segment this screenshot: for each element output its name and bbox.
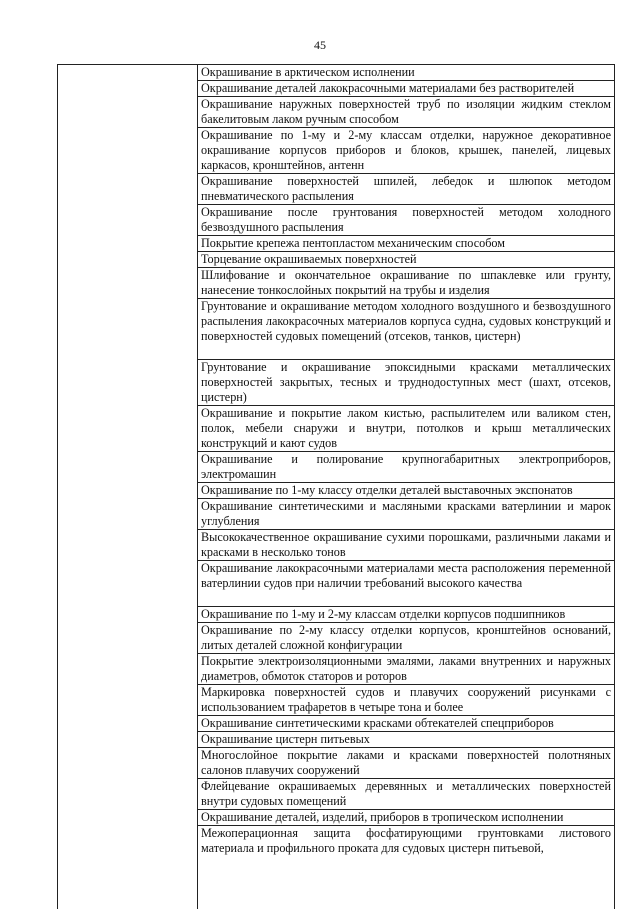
table-row: Флейцевание окрашиваемых деревянных и металлических поверхностей внутри судовых помещений [198, 778, 614, 809]
table-row: Окрашивание цистерн питьевых [198, 731, 614, 747]
table-row: Окрашивание по 1-му и 2-му классам отделки, наружное декоративное окрашивание корпусов приборов и блоков, крышек, панелей, лицевых каркасов, кронштейнов, антенн [198, 127, 614, 173]
table-row: Окрашивание по 1-му и 2-му классам отделки корпусов подшипников [198, 606, 614, 622]
table-row: Грунтование и окрашивание методом холодного воздушного и безвоздушного распыления лакокрасочных материалов корпуса судна, судовых конструкций и поверхностей судовых помещений (отсеков, танков, цистерн) [198, 298, 614, 359]
table-row: Грунтование и окрашивание эпоксидными красками металлических поверхностей закрытых, тесных и труднодоступных мест (шахт, отсеков, цистерн) [198, 359, 614, 405]
table-row: Окрашивание деталей лакокрасочными материалами без растворителей [198, 80, 614, 96]
table-row: Окрашивание синтетическими и масляными красками ватерлинии и марок углубления [198, 498, 614, 529]
table-row: Маркировка поверхностей судов и плавучих сооружений рисунками с использованием трафаретов в четыре тона и более [198, 684, 614, 715]
table-row: Окрашивание в арктическом исполнении [198, 64, 614, 80]
table-row: Окрашивание после грунтования поверхностей методом холодного безвоздушного распыления [198, 204, 614, 235]
table-row: Многослойное покрытие лаками и красками поверхностей полотняных салонов плавучих сооружений [198, 747, 614, 778]
table-row: Высококачественное окрашивание сухими порошками, различными лаками и красками в несколько тонов [198, 529, 614, 560]
table-row: Окрашивание и полирование крупногабаритных электроприборов, электромашин [198, 451, 614, 482]
page-number: 45 [314, 38, 326, 52]
table-row: Окрашивание деталей, изделий, приборов в тропическом исполнении [198, 809, 614, 825]
table-row: Окрашивание поверхностей шпилей, лебедок и шлюпок методом пневматического распыления [198, 173, 614, 204]
table [57, 64, 615, 909]
table-rows [198, 64, 614, 885]
table-row: Торцевание окрашиваемых поверхностей [198, 251, 614, 267]
table-row: Окрашивание синтетическими красками обтекателей спецприборов [198, 715, 614, 731]
table-row: Окрашивание лакокрасочными материалами места расположения переменной ватерлинии судов при наличии требований высокого качества [198, 560, 614, 606]
table-row: Покрытие крепежа пентопластом механическим способом [198, 235, 614, 251]
table-row: Окрашивание по 2-му классу отделки корпусов, кронштейнов оснований, литых деталей сложной конфигурации [198, 622, 614, 653]
table-row: Окрашивание наружных поверхностей труб по изоляции жидким стеклом бакелитовым лаком ручным способом [198, 96, 614, 127]
table-row: Межоперационная защита фосфатирующими грунтовками листового материала и профильного проката для судовых цистерн питьевой, [198, 825, 614, 885]
table-row: Покрытие электроизоляционными эмалями, лаками внутренних и наружных диаметров, обмоток статоров и роторов [198, 653, 614, 684]
table-row: Окрашивание и покрытие лаком кистью, распылителем или валиком стен, полок, мебели снаружи и внутри, потолков и крыш металлических конструкций и кают судов [198, 405, 614, 451]
table-left-column [58, 64, 198, 909]
table-row: Шлифование и окончательное окрашивание по шпаклевке или грунту, нанесение тонкослойных покрытий на трубы и изделия [198, 267, 614, 298]
table-row: Окрашивание по 1-му классу отделки деталей выставочных экспонатов [198, 482, 614, 498]
